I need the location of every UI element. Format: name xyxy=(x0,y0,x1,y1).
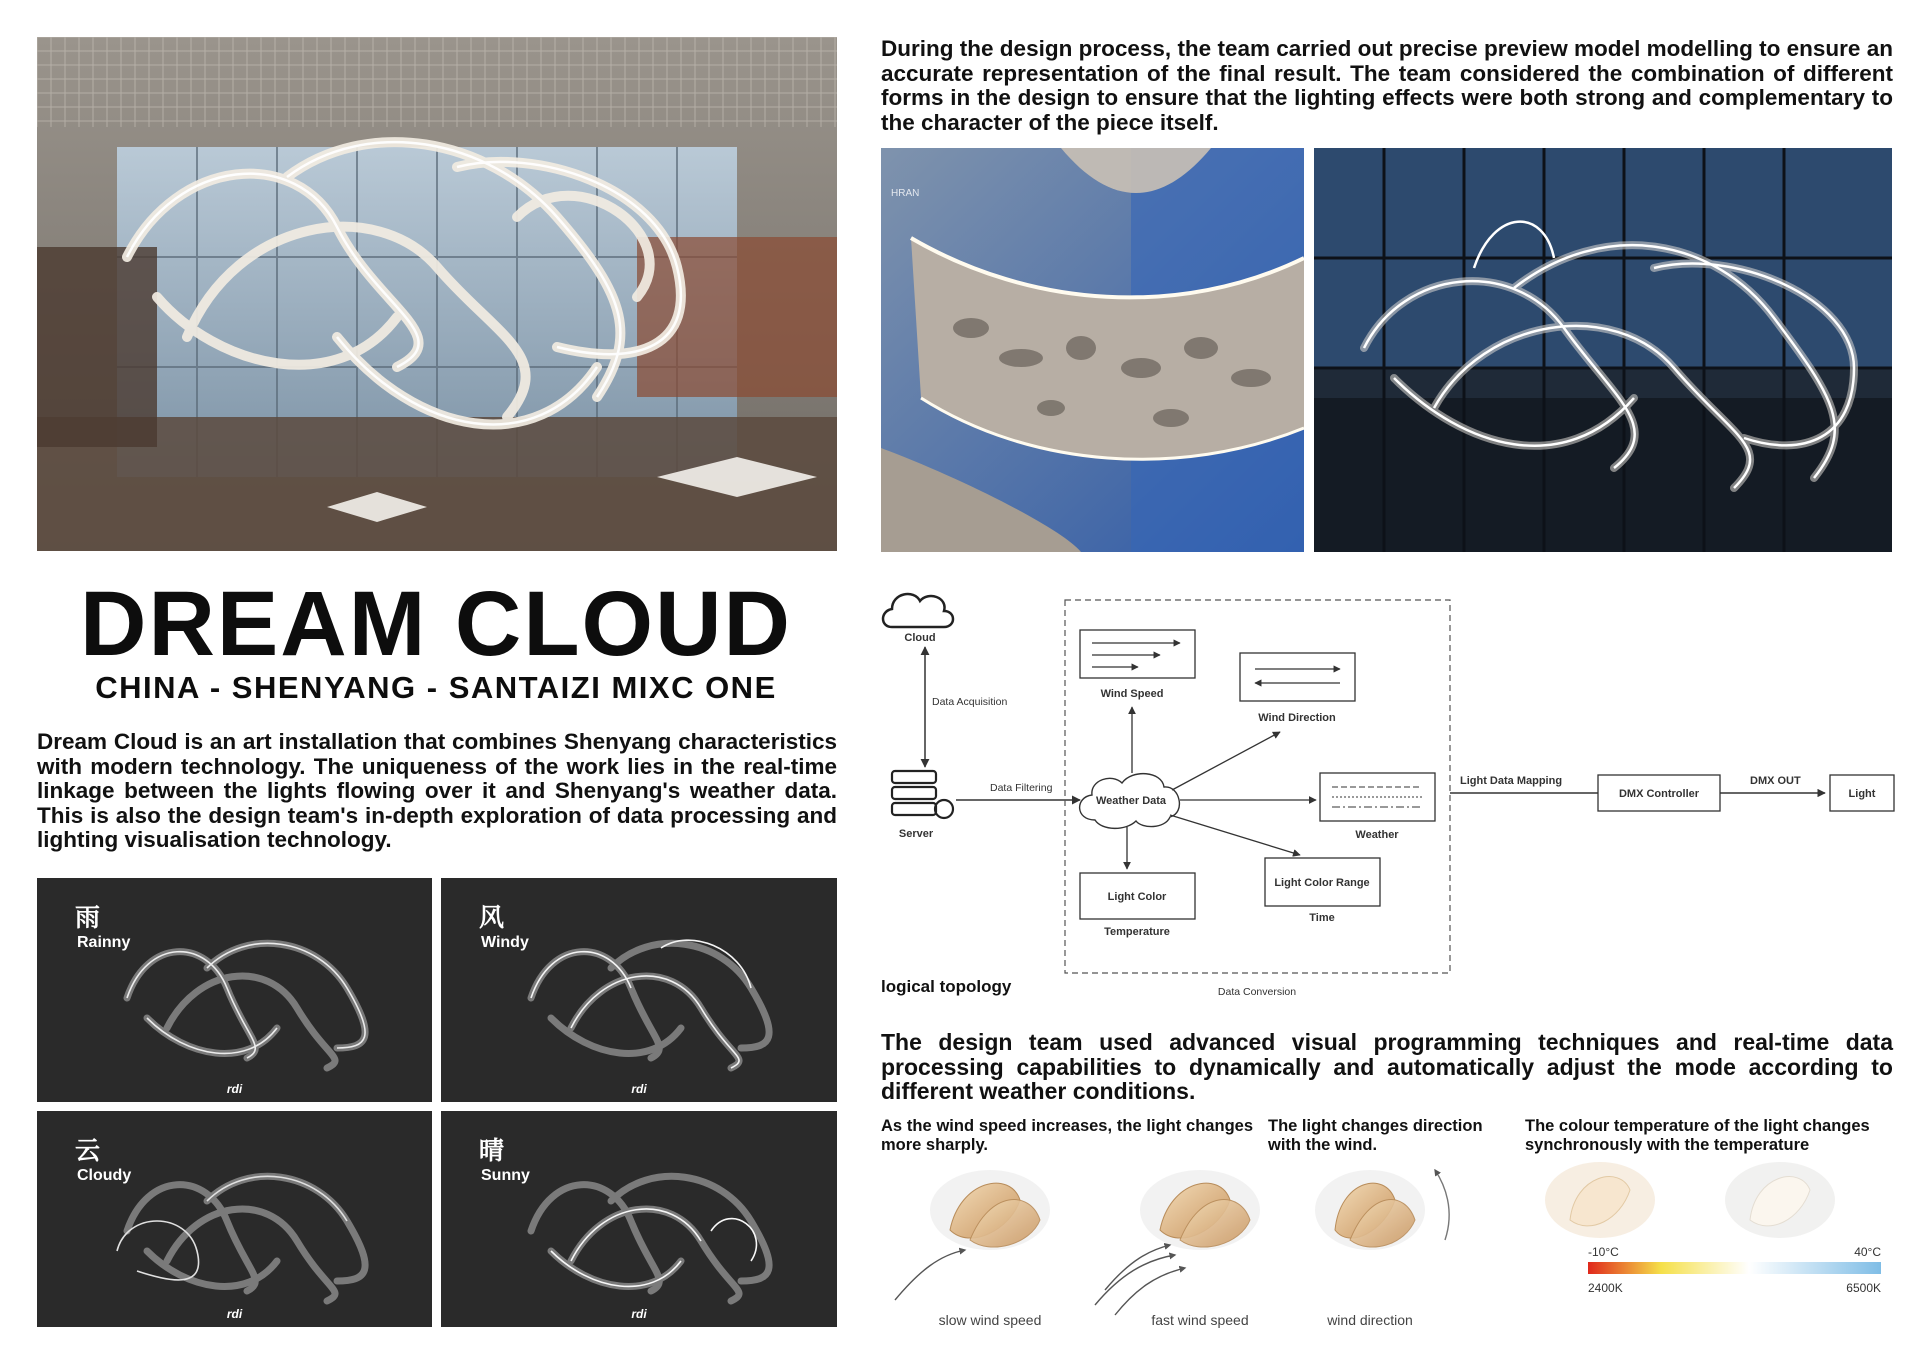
intro-text: Dream Cloud is an art installation that combines Shenyang characteristics with modern technology. The uniqueness of the work lies in the real-time linkage between the lights flowing over it and Shenyang's weather data. This is also the design team's in-depth exploration of data processing and lighting visualisation technology. xyxy=(37,729,837,852)
node-server-label: Server xyxy=(898,828,934,840)
temperature-illustration xyxy=(1545,1162,1881,1295)
caption-wind-speed: As the wind speed increases, the light changes more sharply. xyxy=(881,1117,1253,1154)
edge-light-data-mapping: Light Data Mapping xyxy=(1460,775,1563,787)
tile-zh-label: 雨 xyxy=(75,903,101,932)
design-process-text: During the design process, the team carried out precise preview model modelling to ensure an accurate representation of the final result. The team considered the combination of different forms in the design to ensure that the lighting effects were both strong and complementary to the character of the piece itself. xyxy=(881,36,1893,135)
node-time-label: Time xyxy=(1309,912,1335,924)
server-icon xyxy=(892,771,953,818)
kelvin-low-label: 2400K xyxy=(1588,1281,1623,1295)
tile-en-label: Sunny xyxy=(481,1167,530,1184)
caption-temperature: The colour temperature of the light changes synchronously with the temperature xyxy=(1525,1117,1870,1154)
weather-tile-rainy xyxy=(37,878,432,1102)
node-dmx-controller-label: DMX Controller xyxy=(1618,788,1700,800)
slow-wind-illustration xyxy=(895,1170,1050,1328)
rdi-logo: rdi xyxy=(226,1307,243,1321)
tile-zh-label: 晴 xyxy=(479,1136,505,1165)
rdi-logo: rdi xyxy=(631,1082,647,1096)
node-wind-speed-label: Wind Speed xyxy=(1100,688,1164,700)
node-wind-direction-label: Wind Direction xyxy=(1258,712,1336,724)
topology-label: logical topology xyxy=(881,977,1012,996)
weather-tile-windy xyxy=(441,878,837,1102)
night-photo xyxy=(1314,148,1892,552)
illustrations xyxy=(880,1160,1900,1335)
wind-direction-label: wind direction xyxy=(1327,1312,1413,1328)
node-light-color-range-label: Light Color Range xyxy=(1274,877,1370,889)
kelvin-high-label: 6500K xyxy=(1846,1281,1881,1295)
rdi-logo: rdi xyxy=(226,1082,243,1096)
tile-zh-label: 云 xyxy=(75,1136,101,1165)
node-cloud-label: Cloud xyxy=(904,632,936,644)
closeup-photo xyxy=(881,148,1304,552)
edge-dmx-out: DMX OUT xyxy=(1750,775,1801,787)
rdi-logo: rdi xyxy=(631,1307,647,1321)
weather-tile-sunny xyxy=(441,1111,837,1327)
temp-high-label: 40°C xyxy=(1854,1245,1881,1259)
edge-data-acquisition: Data Acquisition xyxy=(932,696,1008,708)
wind-direction-illustration xyxy=(1315,1170,1449,1328)
cloud-icon xyxy=(883,594,953,627)
temp-low-label: -10°C xyxy=(1588,1245,1619,1259)
edge-data-filtering: Data Filtering xyxy=(990,782,1053,794)
slow-wind-label: slow wind speed xyxy=(938,1312,1042,1328)
watermark: HRAN xyxy=(891,188,920,199)
node-weather-data-label: Weather Data xyxy=(1095,795,1167,807)
node-weather-label: Weather xyxy=(1355,829,1399,841)
edge-data-conversion: Data Conversion xyxy=(1217,986,1297,998)
tile-zh-label: 风 xyxy=(479,903,505,932)
tile-en-label: Windy xyxy=(481,934,529,951)
page-subtitle: CHINA - SHENYANG - SANTAIZI MIXC ONE xyxy=(95,670,777,705)
atrium-photo xyxy=(37,37,837,551)
fast-wind-illustration xyxy=(1095,1170,1260,1328)
caption-wind-direction: The light changes direction with the wind. xyxy=(1268,1117,1483,1154)
node-light-label: Light xyxy=(1848,788,1876,800)
node-light-color-label: Light Color xyxy=(1107,891,1167,903)
topology-diagram xyxy=(880,575,1900,1015)
visual-programming-text: The design team used advanced visual programming techniques and real-time data processing capabilities to dynamically and automatically adjust the mode according to different weather conditions. xyxy=(881,1029,1893,1104)
page-title: DREAM CLOUD xyxy=(80,573,792,675)
node-temperature-label: Temperature xyxy=(1104,926,1170,938)
tile-en-label: Rainny xyxy=(77,934,131,951)
fast-wind-label: fast wind speed xyxy=(1151,1312,1249,1328)
tile-en-label: Cloudy xyxy=(77,1167,132,1184)
weather-tile-cloudy xyxy=(37,1111,432,1327)
